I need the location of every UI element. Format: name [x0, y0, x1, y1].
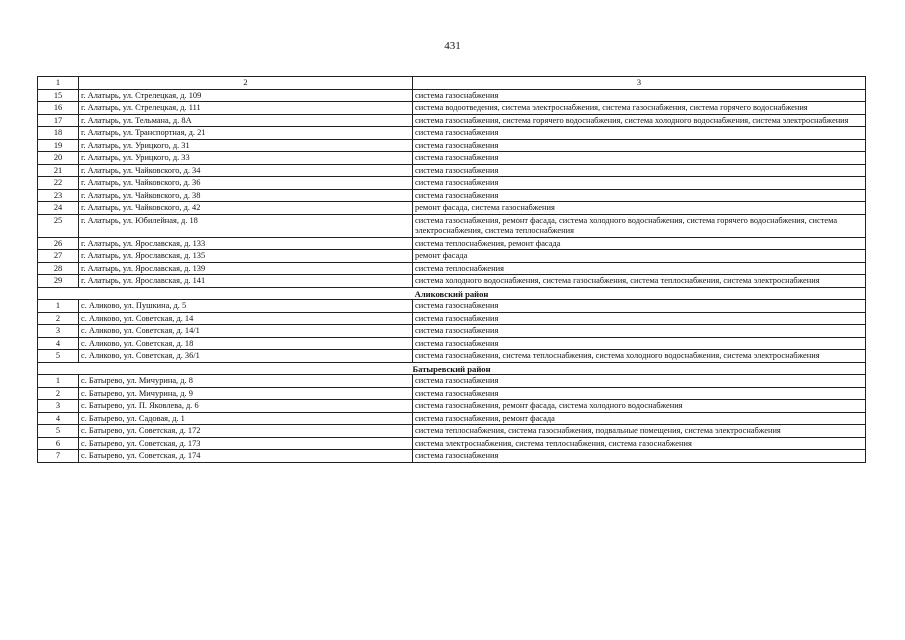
- row-number: 22: [38, 177, 79, 190]
- works-cell: система водоотведения, система электроснабжения, система газоснабжения, система горячего водоснабжения: [413, 102, 866, 115]
- row-number: 1: [38, 300, 79, 313]
- table-row: [38, 300, 866, 313]
- row-number: 2: [38, 312, 79, 325]
- row-number: 5: [38, 425, 79, 438]
- table-row: [38, 127, 866, 140]
- table-row: [38, 114, 866, 127]
- row-number: 5: [38, 350, 79, 363]
- row-number: 17: [38, 114, 79, 127]
- table-row: [38, 102, 866, 115]
- address-cell: г. Алатырь, ул. Чайковского, д. 38: [79, 189, 413, 202]
- works-cell: ремонт фасада, система газоснабжения: [413, 202, 866, 215]
- row-number: 16: [38, 102, 79, 115]
- address-cell: г. Алатырь, ул. Ярославская, д. 135: [79, 250, 413, 263]
- table-row: [38, 152, 866, 165]
- works-cell: система теплоснабжения, система газоснабжения, подвальные помещения, система электроснабжения: [413, 425, 866, 438]
- address-cell: с. Аликово, ул. Советская, д. 14: [79, 312, 413, 325]
- table-row: [38, 425, 866, 438]
- works-cell: система газоснабжения: [413, 189, 866, 202]
- works-cell: система газоснабжения: [413, 164, 866, 177]
- table-row: [38, 387, 866, 400]
- table-row: [38, 177, 866, 190]
- section-row: [38, 287, 866, 300]
- works-cell: система газоснабжения: [413, 337, 866, 350]
- works-cell: ремонт фасада: [413, 250, 866, 263]
- table-row: [38, 412, 866, 425]
- table-row: [38, 262, 866, 275]
- works-cell: система газоснабжения, система горячего водоснабжения, система холодного водоснабжения, система электроснабжения: [413, 114, 866, 127]
- table-body: [38, 77, 866, 463]
- address-cell: с. Батырево, ул. Советская, д. 173: [79, 437, 413, 450]
- address-cell: с. Батырево, ул. Советская, д. 172: [79, 425, 413, 438]
- row-number: 25: [38, 214, 79, 237]
- works-cell: система газоснабжения, ремонт фасада, система холодного водоснабжения, система горячего водоснабжения, система электроснабжения, система теплоснабжения: [413, 214, 866, 237]
- table-row: [38, 337, 866, 350]
- row-number: 23: [38, 189, 79, 202]
- works-cell: система газоснабжения: [413, 387, 866, 400]
- works-cell: система газоснабжения: [413, 177, 866, 190]
- address-cell: г. Алатырь, ул. Юбилейная, д. 18: [79, 214, 413, 237]
- works-cell: система электроснабжения, система теплоснабжения, система газоснабжения: [413, 437, 866, 450]
- works-cell: система газоснабжения: [413, 312, 866, 325]
- works-cell: система газоснабжения: [413, 89, 866, 102]
- table-row: [38, 325, 866, 338]
- row-number: 18: [38, 127, 79, 140]
- address-cell: г. Алатырь, ул. Стрелецкая, д. 111: [79, 102, 413, 115]
- section-row: [38, 362, 866, 375]
- table-row: [38, 450, 866, 463]
- table-row: [38, 189, 866, 202]
- address-cell: с. Батырево, ул. Мичурина, д. 8: [79, 375, 413, 388]
- address-cell: г. Алатырь, ул. Урицкого, д. 31: [79, 139, 413, 152]
- address-cell: с. Батырево, ул. Мичурина, д. 9: [79, 387, 413, 400]
- works-cell: система газоснабжения: [413, 375, 866, 388]
- address-cell: г. Алатырь, ул. Тельмана, д. 8А: [79, 114, 413, 127]
- row-number: 20: [38, 152, 79, 165]
- table-row: [38, 400, 866, 413]
- address-cell: с. Батырево, ул. Садовая, д. 1: [79, 412, 413, 425]
- row-number: 1: [38, 375, 79, 388]
- works-cell: система теплоснабжения, ремонт фасада: [413, 237, 866, 250]
- row-number: 29: [38, 275, 79, 288]
- table-row: [38, 275, 866, 288]
- works-cell: система газоснабжения, ремонт фасада, система холодного водоснабжения: [413, 400, 866, 413]
- table-row: [38, 437, 866, 450]
- repair-register-table: [37, 76, 866, 463]
- table-row: [38, 350, 866, 363]
- works-cell: система теплоснабжения: [413, 262, 866, 275]
- row-number: 19: [38, 139, 79, 152]
- row-number: 7: [38, 450, 79, 463]
- section-title: Батыревский район: [38, 362, 866, 375]
- works-cell: система газоснабжения: [413, 152, 866, 165]
- address-cell: г. Алатырь, ул. Ярославская, д. 141: [79, 275, 413, 288]
- works-cell: система газоснабжения, ремонт фасада: [413, 412, 866, 425]
- address-cell: с. Аликово, ул. Советская, д. 36/1: [79, 350, 413, 363]
- row-number: 24: [38, 202, 79, 215]
- address-cell: с. Аликово, ул. Советская, д. 14/1: [79, 325, 413, 338]
- works-cell: система газоснабжения: [413, 127, 866, 140]
- address-cell: г. Алатырь, ул. Чайковского, д. 42: [79, 202, 413, 215]
- table-row: [38, 375, 866, 388]
- table-row: [38, 312, 866, 325]
- row-number: 3: [38, 400, 79, 413]
- address-cell: г. Алатырь, ул. Стрелецкая, д. 109: [79, 89, 413, 102]
- table-row: [38, 214, 866, 237]
- row-number: 4: [38, 337, 79, 350]
- row-number: 27: [38, 250, 79, 263]
- column-number-1: 1: [38, 77, 79, 90]
- works-cell: система газоснабжения, система теплоснабжения, система холодного водоснабжения, система электроснабжения: [413, 350, 866, 363]
- column-number-2: 2: [79, 77, 413, 90]
- address-cell: г. Алатырь, ул. Транспортная, д. 21: [79, 127, 413, 140]
- table-row: [38, 164, 866, 177]
- address-cell: с. Батырево, ул. Советская, д. 174: [79, 450, 413, 463]
- address-cell: с. Аликово, ул. Пушкина, д. 5: [79, 300, 413, 313]
- table-row: [38, 237, 866, 250]
- column-number-row: [38, 77, 866, 90]
- works-cell: система газоснабжения: [413, 300, 866, 313]
- address-cell: г. Алатырь, ул. Урицкого, д. 33: [79, 152, 413, 165]
- row-number: 21: [38, 164, 79, 177]
- address-cell: г. Алатырь, ул. Ярославская, д. 139: [79, 262, 413, 275]
- table-row: [38, 89, 866, 102]
- row-number: 6: [38, 437, 79, 450]
- address-cell: с. Батырево, ул. П. Яковлева, д. 6: [79, 400, 413, 413]
- row-number: 4: [38, 412, 79, 425]
- row-number: 3: [38, 325, 79, 338]
- table-row: [38, 202, 866, 215]
- table-row: [38, 139, 866, 152]
- column-number-3: 3: [413, 77, 866, 90]
- works-cell: система газоснабжения: [413, 139, 866, 152]
- works-cell: система холодного водоснабжения, система газоснабжения, система теплоснабжения, система электроснабжения: [413, 275, 866, 288]
- row-number: 15: [38, 89, 79, 102]
- address-cell: г. Алатырь, ул. Чайковского, д. 36: [79, 177, 413, 190]
- address-cell: с. Аликово, ул. Советская, д. 18: [79, 337, 413, 350]
- works-cell: система газоснабжения: [413, 325, 866, 338]
- works-cell: система газоснабжения: [413, 450, 866, 463]
- page-number: 431: [444, 40, 461, 52]
- row-number: 28: [38, 262, 79, 275]
- table-row: [38, 250, 866, 263]
- address-cell: г. Алатырь, ул. Чайковского, д. 34: [79, 164, 413, 177]
- address-cell: г. Алатырь, ул. Ярославская, д. 133: [79, 237, 413, 250]
- section-title: Аликовский район: [38, 287, 866, 300]
- row-number: 2: [38, 387, 79, 400]
- row-number: 26: [38, 237, 79, 250]
